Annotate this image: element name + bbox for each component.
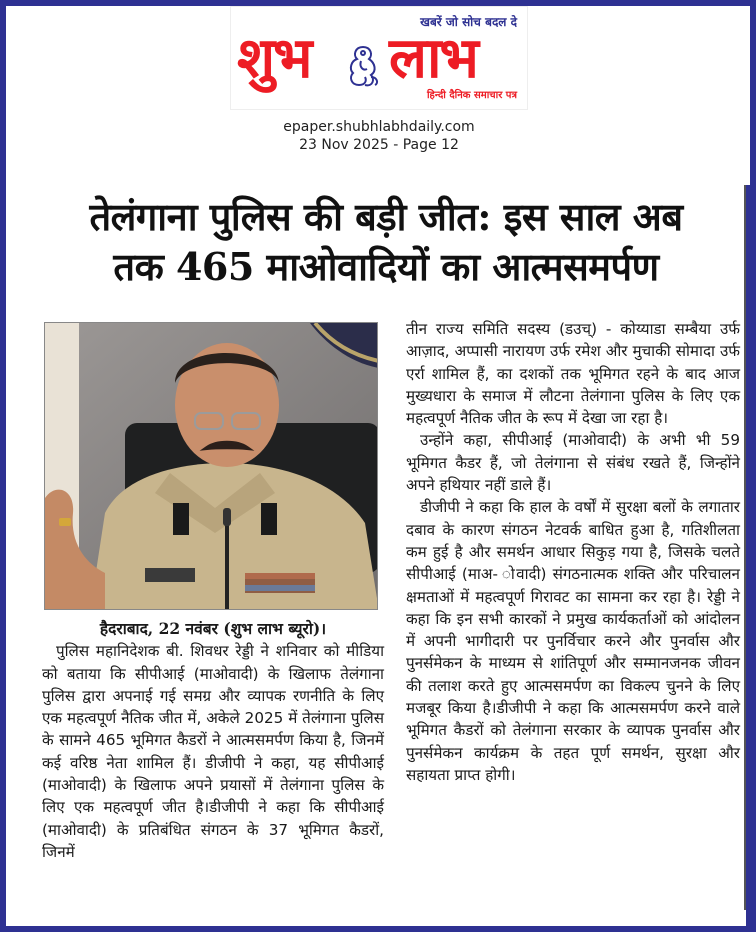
headline-line-2: तक 465 माओवादियों का आत्मसमर्पण (113, 244, 659, 289)
article-paragraph: उन्होंने कहा, सीपीआई (माओवादी) के अभी भी 59 भूमिगत कैडर हैं, जो तेलंगाना से संबंध रखते हैं, जिन्होंने अपने हथियार नहीं डाले हैं। (406, 431, 740, 495)
article-dateline: हैदराबाद, 22 नवंबर (शुभ लाभ ब्यूरो)। (99, 619, 327, 638)
masthead-subtag: हिन्दी दैनिक समाचार पत्र (426, 90, 517, 101)
source-info (230, 118, 528, 154)
article-headline (30, 192, 742, 292)
masthead-tagline: खबरें जो सोच बदल दे (420, 15, 517, 29)
article-paragraph: पुलिस महानिदेशक बी. शिवधर रेड्डी ने शनिवार को मीडिया को बताया कि सीपीआई (माओवादी) के खिलाफ तेलंगाना पुलिस द्वारा अपनाई गई समग्र और व्यापक रणनीति के लिए एक महत्वपूर्ण नैतिक जीत में, अकेले 2025 में तेलंगाना पुलिस के सामने 465 भूमिगत कैडरों ने आत्मसमर्पण किया है, जिनमें कई वरिष्ठ नेता शामिल हैं। डीजीपी ने कहा, यह सीपीआई (माओवादी) के खिलाफ अपने प्रयासों में तेलंगाना पुलिस के लिए एक महत्वपूर्ण जीत है।डीजीपी ने कहा कि सीपीआई (माओवादी) के प्रतिबंधित संगठन के 37 भूमिगत कैडरों, जिनमें (42, 642, 384, 861)
source-url: epaper.shubhlabhdaily.com (283, 119, 475, 135)
masthead-logo (230, 6, 528, 110)
logo-word-shubh: शुभ (237, 26, 311, 91)
headline-line-1: तेलंगाना पुलिस की बड़ी जीत: इस साल अब (89, 194, 683, 239)
column-rule (744, 185, 746, 910)
article-column-left (42, 618, 384, 863)
source-date-page: 23 Nov 2025 - Page 12 (299, 137, 459, 153)
article-column-right (406, 318, 740, 786)
article-paragraph: डीजीपी ने कहा कि हाल के वर्षों में सुरक्षा बलों के लगातार दबाव के कारण संगठन नेटवर्क बाधित हुआ है, गतिशीलता कम हुई है और समर्थन आधार सिकुड़ गया है, जिसके चलते सीपीआई (माअ- ोवादी) संगठनात्मक शक्ति और परिचालन क्षमताओं में महत्वपूर्ण गिरावट का सामना कर रहा है। रेड्डी ने कहा कि इन सभी कारकों ने प्रमुख कार्यकर्ताओं को आंदोलन में अपनी भागीदारी पर पुनर्विचार करने और पुनर्वास और पुनर्समेकन के माध्यम से शांतिपूर्ण और सम्मानजनक जीवन की तलाश करते हुए आत्मसमर्पण का विकल्प चुनने के लिए मजबूर किया है।डीजीपी ने कहा कि आत्मसमर्पण करने वाले भूमिगत कैडरों को तेलंगाना सरकार के व्यापक पुनर्वास और पुनर्समेकन कार्यक्रम के तहत पूर्ण समर्थन, सुरक्षा और सहायता प्राप्त होगी। (406, 498, 740, 784)
article-photo (44, 322, 378, 610)
ganesh-icon (341, 41, 385, 91)
article-paragraph: तीन राज्य समिति सदस्य (डउच्) - कोय्याडा सम्बैया उर्फ आज़ाद, अप्पासी नारायण उर्फ रमेश और मुचाकी सोमादा उर्फ एर्रा शामिल हैं, का दशकों तक भूमिगत रहने के बाद आज मुख्यधारा के समाज में लौटना तेलंगाना पुलिस के लिए एक महत्वपूर्ण नैतिक जीत के रूप में देखा जा रहा है। (406, 320, 740, 428)
frame-right-band (746, 185, 756, 932)
logo-word-labh: लाभ (389, 26, 477, 91)
officer-photo-illustration (45, 323, 378, 610)
